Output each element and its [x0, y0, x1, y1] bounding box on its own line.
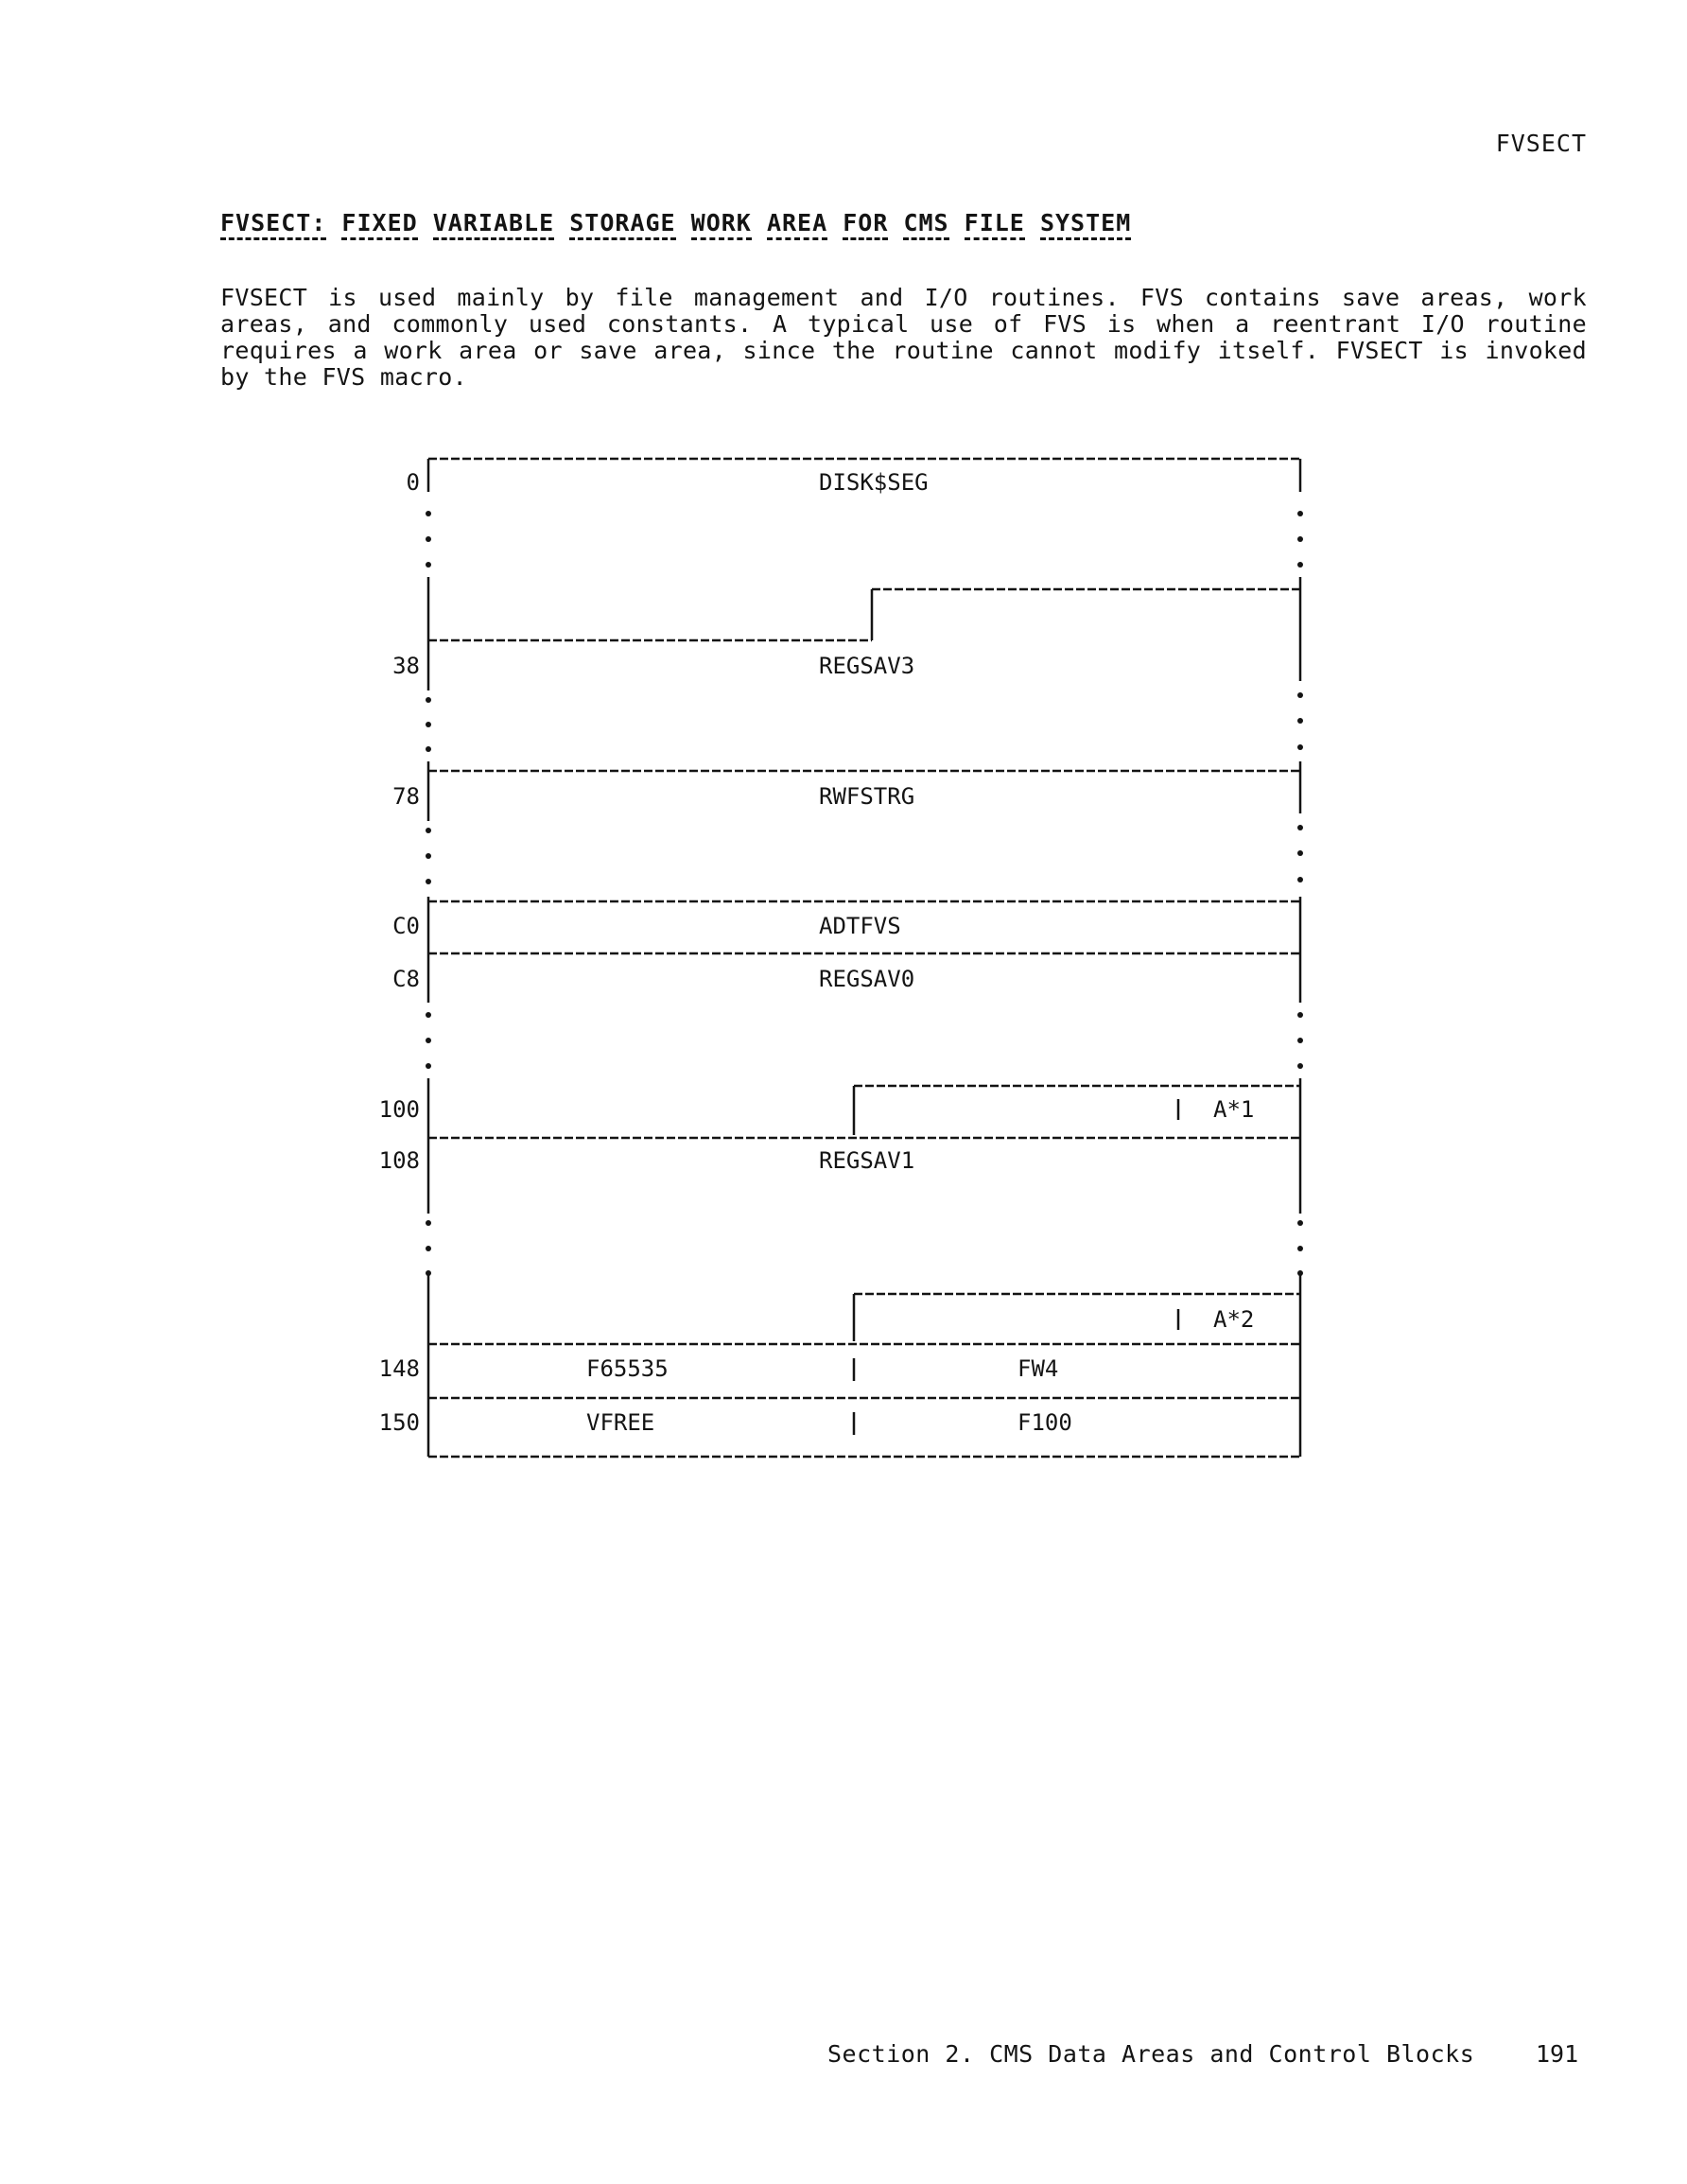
title-prefix: FVSECT: [220, 209, 326, 240]
field-f65535: F65535 [586, 1355, 669, 1382]
description-paragraph: FVSECT is used mainly by file management and I/O routines. FVS contains save areas, work areas, and commonly used constants. A typical use of FVS is when a reentrant I/O routine requires a work area or save area, since the routine cannot modify itself. FVSECT is invoked by the FVS macro. [220, 284, 1587, 391]
title-word: FILE [965, 209, 1025, 240]
title-word: WORK [691, 209, 752, 240]
offset-label: 148 [378, 1355, 420, 1382]
field-adtfvs: ADTFVS [819, 913, 901, 939]
title-word: VARIABLE [433, 209, 554, 240]
title-word: SYSTEM [1040, 209, 1131, 240]
field-disk-seg: DISK$SEG [819, 469, 929, 496]
footer-section-title: Section 2. CMS Data Areas and Control Blocks [827, 2040, 1475, 2068]
offset-label: 38 [392, 653, 420, 679]
field-f100: F100 [1017, 1409, 1072, 1436]
field-a2: A*2 [1213, 1306, 1255, 1333]
offset-label: 100 [378, 1096, 420, 1123]
running-head: FVSECT [1495, 130, 1587, 157]
field-regsav3: REGSAV3 [819, 653, 915, 679]
title-word: CMS [903, 209, 948, 240]
title-word: FIXED [341, 209, 417, 240]
title-word: AREA [767, 209, 827, 240]
offset-label: 0 [406, 469, 420, 496]
offset-label: 150 [378, 1409, 420, 1436]
field-vfree: VFREE [586, 1409, 655, 1436]
title-word: STORAGE [569, 209, 675, 240]
field-rwfstrg: RWFSTRG [819, 783, 915, 810]
offset-label: 108 [378, 1147, 420, 1174]
offset-label: C0 [392, 913, 420, 939]
field-fw4: FW4 [1017, 1355, 1059, 1382]
page-number: 191 [1536, 2040, 1579, 2068]
field-regsav1: REGSAV1 [819, 1147, 915, 1174]
field-regsav0: REGSAV0 [819, 966, 915, 992]
title-word: FOR [843, 209, 888, 240]
offset-label: C8 [392, 966, 420, 992]
field-a1: A*1 [1213, 1096, 1255, 1123]
offset-label: 78 [392, 783, 420, 810]
